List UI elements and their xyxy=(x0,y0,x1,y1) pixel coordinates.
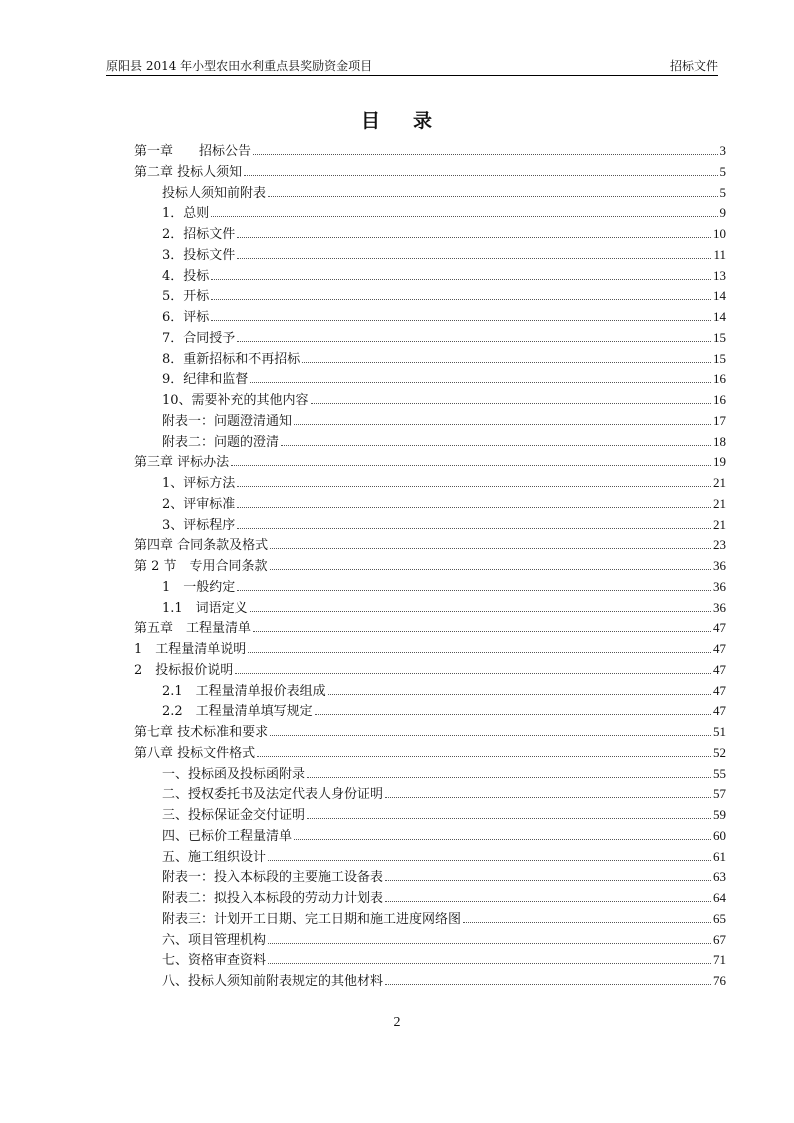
toc-entry-title: 9．纪律和监督 xyxy=(162,372,249,388)
toc-entry[interactable] xyxy=(134,908,726,929)
toc-entry-title: 附表一：投入本标段的主要施工设备表 xyxy=(162,870,384,886)
toc-entry[interactable] xyxy=(134,410,726,431)
toc-entry-page: 11 xyxy=(713,246,726,262)
toc-dot-leader xyxy=(211,265,711,280)
toc-entry[interactable] xyxy=(134,285,726,306)
toc-entry-title: 附表二：问题的澄清 xyxy=(162,434,280,450)
toc-entry-title: 第八章 投标文件格式 xyxy=(134,745,256,761)
toc-entry[interactable] xyxy=(134,742,726,763)
toc-entry[interactable] xyxy=(134,617,726,638)
toc-entry-page: 17 xyxy=(713,412,726,428)
toc-entry[interactable] xyxy=(134,555,726,576)
toc-dot-leader xyxy=(253,140,717,155)
toc-dot-leader xyxy=(315,700,711,715)
toc-entry-page: 9 xyxy=(719,205,726,221)
toc-entry[interactable] xyxy=(134,493,726,514)
toc-entry-page: 16 xyxy=(713,392,726,407)
toc-entry-title: 第 2 节 专用合同条款 xyxy=(134,559,268,574)
toc-dot-leader xyxy=(257,742,711,757)
toc-dot-leader xyxy=(244,161,717,176)
toc-entry-page: 60 xyxy=(713,827,726,843)
toc-entry[interactable] xyxy=(134,472,726,493)
toc-entry-page: 57 xyxy=(713,786,726,802)
toc-entry[interactable] xyxy=(134,431,726,452)
toc-entry-page: 21 xyxy=(713,475,726,490)
toc-entry[interactable] xyxy=(134,970,726,991)
toc-entry-page: 14 xyxy=(713,288,726,304)
toc-dot-leader xyxy=(250,368,711,383)
toc-dot-leader xyxy=(385,783,711,798)
toc-entry-page: 65 xyxy=(713,910,726,926)
toc-entry[interactable] xyxy=(134,223,726,244)
toc-entry-page: 36 xyxy=(713,599,726,615)
toc-entry[interactable] xyxy=(134,161,726,182)
toc-entry[interactable] xyxy=(134,846,726,867)
toc-dot-leader xyxy=(270,721,711,736)
toc-entry-page: 63 xyxy=(713,869,726,885)
page-header xyxy=(106,59,718,76)
toc-entry[interactable] xyxy=(134,244,726,265)
toc-entry-page: 14 xyxy=(713,309,726,324)
toc-entry-page: 10 xyxy=(713,226,726,241)
toc-dot-leader xyxy=(281,431,711,446)
toc-entry-title: 2.1 工程量清单报价表组成 xyxy=(162,683,326,699)
toc-entry-title: 4．投标 xyxy=(162,268,210,284)
toc-entry[interactable] xyxy=(134,929,726,950)
toc-dot-leader xyxy=(311,389,711,404)
toc-entry-title: 二、授权委托书及法定代表人身份证明 xyxy=(162,787,384,803)
page-number: 2 xyxy=(393,1015,401,1030)
toc-entry-title: 附表一：问题澄清通知 xyxy=(162,413,293,429)
toc-dot-leader xyxy=(237,472,711,487)
toc-entry-page: 5 xyxy=(719,184,726,200)
toc-dot-leader xyxy=(235,659,711,674)
toc-entry-title: 一、投标函及投标函附录 xyxy=(162,766,306,782)
toc-entry-page: 18 xyxy=(713,433,726,449)
toc-dot-leader xyxy=(253,617,711,632)
toc-entry-page: 59 xyxy=(713,807,726,822)
toc-entry-title: 第二章 投标人须知 xyxy=(134,164,243,180)
toc-entry-page: 19 xyxy=(713,454,726,470)
toc-entry[interactable] xyxy=(134,182,726,203)
toc-dot-leader xyxy=(211,285,711,300)
toc-dot-leader xyxy=(268,846,711,861)
toc-entry-page: 61 xyxy=(713,848,726,864)
toc-entry[interactable] xyxy=(134,680,726,701)
toc-entry[interactable] xyxy=(134,763,726,784)
toc-entry-page: 52 xyxy=(713,744,726,760)
toc-entry-page: 15 xyxy=(713,350,726,366)
toc-entry[interactable] xyxy=(134,140,726,161)
toc-entry[interactable] xyxy=(134,638,726,659)
toc-entry-title: 6．评标 xyxy=(162,310,210,325)
toc-entry[interactable] xyxy=(134,348,726,369)
toc-entry-title: 1．总则 xyxy=(162,206,210,222)
toc-entry-page: 36 xyxy=(713,578,726,594)
toc-dot-leader xyxy=(294,410,711,425)
toc-entry-title: 附表三：计划开工日期、完工日期和施工进度网络图 xyxy=(162,911,462,927)
toc-entry[interactable] xyxy=(134,514,726,535)
toc-dot-leader xyxy=(231,451,711,466)
toc-entry-page: 13 xyxy=(713,267,726,283)
toc-entry[interactable] xyxy=(134,783,726,804)
toc-dot-leader xyxy=(385,866,711,881)
toc-dot-leader xyxy=(270,555,711,570)
toc-dot-leader xyxy=(237,514,711,529)
toc-entry[interactable] xyxy=(134,597,726,618)
toc-dot-leader xyxy=(268,949,711,964)
toc-entry-title: 第三章 评标办法 xyxy=(134,455,230,471)
toc-entry-page: 67 xyxy=(713,931,726,947)
toc-entry-title: 1 一般约定 xyxy=(162,579,236,595)
toc-entry[interactable] xyxy=(134,659,726,680)
toc-entry[interactable] xyxy=(134,265,726,286)
toc-dot-leader xyxy=(250,597,711,612)
header-project-title: 原阳县 2014 年小型农田水利重点县奖励资金项目 xyxy=(106,59,373,73)
toc-entry[interactable] xyxy=(134,700,726,721)
toc-dot-leader xyxy=(211,202,717,217)
toc-entry[interactable] xyxy=(134,887,726,908)
toc-entry-page: 71 xyxy=(713,952,726,968)
toc-entry-title: 第五章 工程量清单 xyxy=(134,621,252,637)
toc-entry-page: 47 xyxy=(713,641,726,656)
toc-dot-leader xyxy=(268,182,717,197)
toc-entry-title: 八、投标人须知前附表规定的其他材料 xyxy=(162,974,384,989)
toc-dot-leader xyxy=(237,576,711,591)
toc-entry-page: 5 xyxy=(719,163,726,179)
toc-dot-leader xyxy=(237,493,711,508)
toc-entry-title: 3．投标文件 xyxy=(162,247,236,263)
toc-dot-leader xyxy=(237,223,711,238)
toc-dot-leader xyxy=(307,804,711,819)
toc-entry[interactable] xyxy=(134,866,726,887)
toc-entry-page: 47 xyxy=(713,661,726,677)
toc-entry-page: 47 xyxy=(713,620,726,636)
toc-entry-title: 1、评标方法 xyxy=(162,476,236,491)
toc-entry-page: 76 xyxy=(713,973,726,988)
toc-dot-leader xyxy=(463,908,711,923)
table-of-contents xyxy=(134,140,726,991)
toc-dot-leader xyxy=(211,306,711,321)
toc-title-char-1: 目 xyxy=(360,110,381,132)
toc-dot-leader xyxy=(307,763,711,778)
toc-entry-title: 六、项目管理机构 xyxy=(162,932,267,948)
toc-entry-title: 1 工程量清单说明 xyxy=(134,642,247,657)
toc-dot-leader xyxy=(294,825,711,840)
toc-entry-page: 21 xyxy=(713,516,726,532)
toc-entry[interactable] xyxy=(134,534,726,555)
toc-entry-title: 投标人须知前附表 xyxy=(162,185,267,201)
toc-dot-leader xyxy=(385,887,711,902)
toc-entry[interactable] xyxy=(134,327,726,348)
toc-dot-leader xyxy=(268,929,711,944)
toc-entry-title: 第四章 合同条款及格式 xyxy=(134,538,269,554)
toc-entry[interactable] xyxy=(134,368,726,389)
toc-entry-title: 2 投标报价说明 xyxy=(134,662,234,678)
toc-entry[interactable] xyxy=(134,804,726,825)
toc-dot-leader xyxy=(385,970,711,985)
toc-entry-title: 第七章 技术标准和要求 xyxy=(134,725,269,740)
toc-entry-title: 2、评审标准 xyxy=(162,496,236,512)
toc-title-char-2: 录 xyxy=(413,110,434,132)
toc-entry-title: 5．开标 xyxy=(162,289,210,305)
toc-entry-title: 8．重新招标和不再招标 xyxy=(162,351,301,367)
toc-entry[interactable] xyxy=(134,306,726,327)
toc-entry-page: 3 xyxy=(719,143,726,158)
toc-entry-page: 36 xyxy=(713,558,726,573)
toc-entry-title: 第一章 招标公告 xyxy=(134,144,252,159)
toc-entry[interactable] xyxy=(134,825,726,846)
toc-entry-page: 47 xyxy=(713,703,726,719)
toc-entry-page: 15 xyxy=(713,329,726,345)
toc-dot-leader xyxy=(328,680,711,695)
toc-entry[interactable] xyxy=(134,202,726,223)
header-document-type: 招标文件 xyxy=(669,59,718,73)
toc-entry-page: 47 xyxy=(713,682,726,698)
toc-entry-title: 1.1 词语定义 xyxy=(162,600,248,616)
toc-title xyxy=(0,106,794,133)
toc-entry-page: 21 xyxy=(713,495,726,511)
toc-dot-leader xyxy=(248,638,711,653)
toc-entry[interactable] xyxy=(134,949,726,970)
toc-entry-title: 附表二：拟投入本标段的劳动力计划表 xyxy=(162,891,384,906)
toc-entry-page: 55 xyxy=(713,765,726,781)
toc-dot-leader xyxy=(270,534,711,549)
toc-dot-leader xyxy=(237,244,711,259)
toc-entry-title: 3、评标程序 xyxy=(162,517,236,533)
toc-entry-title: 2.2 工程量清单填写规定 xyxy=(162,704,313,720)
toc-entry-title: 七、资格审查资料 xyxy=(162,953,267,969)
toc-entry-title: 四、已标价工程量清单 xyxy=(162,828,293,844)
toc-entry-page: 64 xyxy=(713,890,726,905)
toc-entry-title: 10、需要补充的其他内容 xyxy=(162,393,309,408)
toc-entry[interactable] xyxy=(134,451,726,472)
toc-entry-title: 五、施工组织设计 xyxy=(162,849,267,865)
toc-dot-leader xyxy=(237,327,711,342)
toc-entry-title: 7．合同授予 xyxy=(162,330,236,346)
toc-entry[interactable] xyxy=(134,389,726,410)
toc-entry[interactable] xyxy=(134,576,726,597)
toc-entry[interactable] xyxy=(134,721,726,742)
toc-entry-page: 23 xyxy=(713,537,726,553)
toc-entry-page: 16 xyxy=(713,371,726,387)
toc-entry-page: 51 xyxy=(713,724,726,739)
toc-entry-title: 2．招标文件 xyxy=(162,227,236,242)
toc-dot-leader xyxy=(302,348,711,363)
toc-entry-title: 三、投标保证金交付证明 xyxy=(162,808,306,823)
